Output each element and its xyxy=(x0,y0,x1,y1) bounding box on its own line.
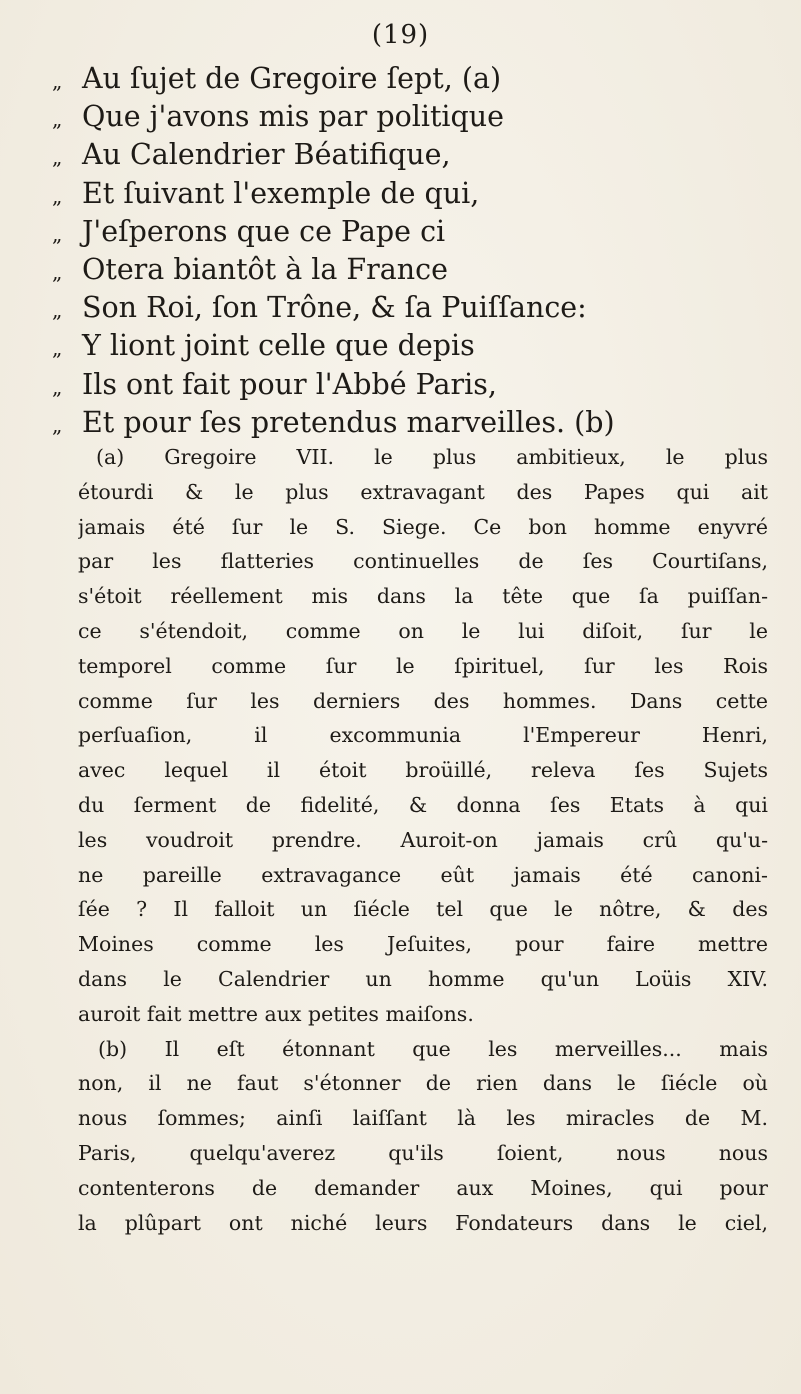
footnote-line: s'étoit réellement mis dans la tête que ſa puiſſan- xyxy=(78,584,768,609)
verse-line xyxy=(52,175,772,213)
page-number: (19) xyxy=(371,20,430,50)
verse-text: Et ſuivant l'exemple de qui, xyxy=(82,176,480,210)
verse-text: Y liont joint celle que depis xyxy=(82,329,475,363)
quote-mark: „ xyxy=(52,183,63,208)
verse-line xyxy=(52,366,772,404)
verse-block xyxy=(52,60,772,442)
verse-text: Et pour ſes pretendus marveilles. (b) xyxy=(82,405,615,439)
quote-mark: „ xyxy=(52,145,63,170)
footnote-line: ce s'étendoit, comme on le lui diſoit, ſur le xyxy=(78,618,768,643)
quote-mark: „ xyxy=(52,221,63,246)
verse-text: Que j'avons mis par politique xyxy=(82,100,505,134)
verse-line xyxy=(52,327,772,365)
footnote-line: auroit fait mettre aux petites maiſons. xyxy=(78,1001,474,1026)
footnote-line: avec lequel il étoit broüillé, releva ſes Sujets xyxy=(78,758,768,783)
verse-line xyxy=(52,98,772,136)
quote-mark: „ xyxy=(52,374,63,399)
footnote-line: par les flatteries continuelles de ſes Courtiſans, xyxy=(78,549,768,574)
footnote-line: Moines comme les Jeſuites, pour faire mettre xyxy=(78,932,768,957)
footnote-line: non, il ne faut s'étonner de rien dans le ſiécle où xyxy=(78,1071,768,1096)
footnote-line: ne pareille extravagance eût jamais été canoni- xyxy=(78,862,768,887)
verse-line xyxy=(52,60,772,98)
footnote-line: étourdi & le plus extravagant des Papes qui ait xyxy=(78,479,768,504)
verse-text: Son Roi, ſon Trône, & ſa Puiſſance: xyxy=(82,291,587,325)
quote-mark: „ xyxy=(52,259,63,284)
verse-text: Otera biantôt à la France xyxy=(82,252,448,286)
footnote-line: (a) Gregoire VII. le plus ambitieux, le plus xyxy=(96,445,768,469)
verse-line xyxy=(52,251,772,289)
verse-text: Au Calendrier Béatifique, xyxy=(82,138,451,172)
verse-line xyxy=(52,289,772,327)
footnote-line: comme ſur les derniers des hommes. Dans cette xyxy=(78,688,768,713)
footnote-line: (b) Il eſt étonnant que les merveilles... mais xyxy=(98,1036,768,1061)
quote-mark: „ xyxy=(52,69,63,93)
quote-mark: „ xyxy=(52,336,63,361)
footnote-line: temporel comme ſur le ſpirituel, ſur les Rois xyxy=(78,653,768,678)
footnote-line: dans le Calendrier un homme qu'un Loüis XIV. xyxy=(78,966,768,991)
footnotes xyxy=(78,440,768,1240)
footnote-line: Paris, quelqu'averez qu'ils ſoient, nous nous xyxy=(78,1140,768,1165)
footnote-line: contenterons de demander aux Moines, qui pour xyxy=(78,1175,768,1200)
quote-mark: „ xyxy=(52,298,63,323)
footnote-line: ſée ? Il falloit un ſiécle tel que le nôtre, & des xyxy=(78,897,768,922)
verse-text: Ils ont fait pour l'Abbé Paris, xyxy=(82,367,497,401)
footnote-line: nous ſommes; ainſi laiſſant là les miracles de M. xyxy=(78,1106,768,1131)
verse-text: J'eſperons que ce Pape ci xyxy=(82,214,446,248)
footnote-line: les voudroit prendre. Auroit-on jamais crû qu'u- xyxy=(78,827,768,852)
footnote-line: perſuaſion, il excommunia l'Empereur Henri, xyxy=(78,723,768,748)
verse-line xyxy=(52,213,772,251)
verse-text: Au ſujet de Gregoire ſept, (a) xyxy=(82,62,502,95)
quote-mark: „ xyxy=(52,107,63,132)
verse-line xyxy=(52,404,772,442)
quote-mark: „ xyxy=(52,412,63,437)
footnote-line: jamais été ſur le S. Siege. Ce bon homme enyvré xyxy=(78,514,768,539)
footnote-line: la plûpart ont niché leurs Fondateurs dans le ciel, xyxy=(78,1210,768,1235)
footnote-line: du ſerment de fidelité, & donna ſes Etats à qui xyxy=(78,792,768,817)
verse-line xyxy=(52,136,772,174)
